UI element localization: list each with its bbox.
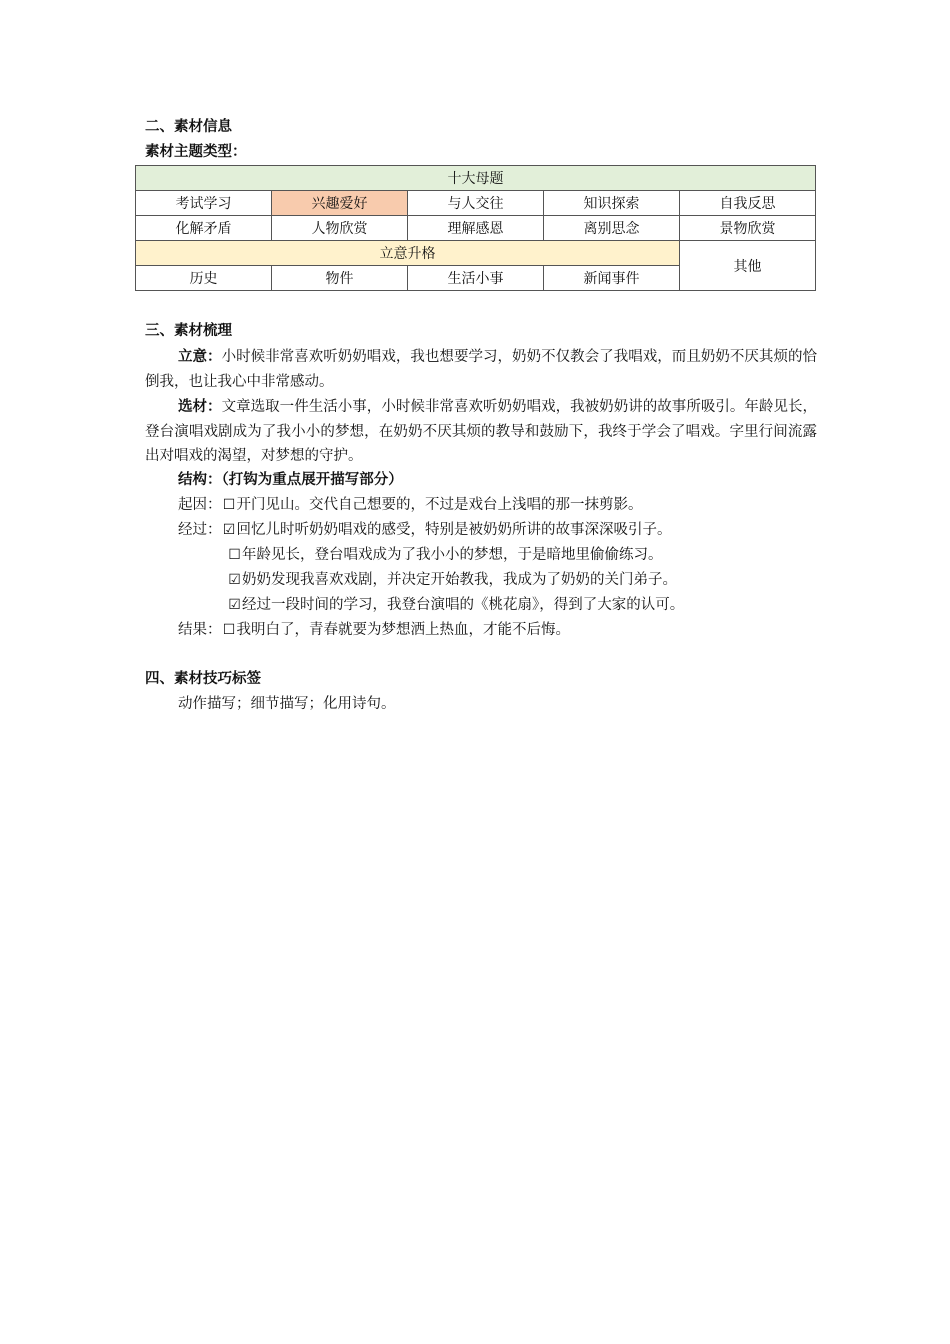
process-text: 经过一段时间的学习，我登台演唱的《桃花扇》，得到了大家的认可。 <box>242 597 685 613</box>
process-text: 回忆儿时听奶奶唱戏的感受，特别是被奶奶所讲的故事深深吸引子。 <box>236 522 672 538</box>
cause-text: 开门见山。交代自己想要的，不过是戏台上浅唱的那一抹剪影。 <box>236 497 643 513</box>
theme-label: 立意： <box>178 349 222 365</box>
process-line <box>227 568 677 593</box>
checked-box-icon: ☑ <box>228 572 241 588</box>
result-line <box>178 618 570 643</box>
topic-type-label: 素材主题类型： <box>145 144 247 160</box>
process-text: 年龄见长，登台唱戏成为了我小小的梦想，于是暗地里偷偷练习。 <box>242 547 663 563</box>
tags-text: 动作描写；细节描写；化用诗句。 <box>178 696 396 712</box>
material-label: 选材： <box>178 399 222 415</box>
table-cell: 人物欣赏 <box>272 216 408 241</box>
result-text: 我明白了，青春就要为梦想洒上热血，才能不后悔。 <box>236 622 570 638</box>
unchecked-box-icon: ☐ <box>222 497 236 513</box>
table-header-ten-topics: 十大母题 <box>136 166 816 191</box>
checked-box-icon: ☑ <box>228 597 241 613</box>
table-header-upgrade: 立意升格 <box>136 241 680 266</box>
topic-table <box>135 165 816 291</box>
table-cell: 生活小事 <box>408 266 544 291</box>
table-cell: 新闻事件 <box>544 266 680 291</box>
table-cell: 历史 <box>136 266 272 291</box>
table-cell-highlighted: 兴趣爱好 <box>272 191 408 216</box>
table-cell: 景物欣赏 <box>680 216 816 241</box>
cause-label: 起因： <box>178 497 222 513</box>
table-cell: 考试学习 <box>136 191 272 216</box>
cause-line <box>178 493 643 518</box>
section-heading-review: 三、素材梳理 <box>145 323 232 339</box>
theme-paragraph <box>145 345 817 394</box>
table-row <box>136 191 816 216</box>
unchecked-box-icon: ☐ <box>222 622 236 638</box>
table-cell: 知识探索 <box>544 191 680 216</box>
process-line <box>227 543 663 568</box>
checked-box-icon: ☑ <box>222 522 236 538</box>
process-line <box>178 518 672 543</box>
result-label: 结果： <box>178 622 222 638</box>
table-cell: 离别思念 <box>544 216 680 241</box>
section-heading-info: 二、素材信息 <box>145 119 232 135</box>
table-cell: 自我反思 <box>680 191 816 216</box>
table-cell: 理解感恩 <box>408 216 544 241</box>
structure-label: 结构：（打钩为重点展开描写部分） <box>178 472 403 488</box>
material-paragraph <box>145 395 817 469</box>
section-heading-tags: 四、素材技巧标签 <box>145 671 261 687</box>
process-label: 经过： <box>178 522 222 538</box>
table-cell: 物件 <box>272 266 408 291</box>
table-row <box>136 216 816 241</box>
table-cell-other: 其他 <box>680 241 816 291</box>
unchecked-box-icon: ☐ <box>228 547 241 563</box>
table-cell: 与人交往 <box>408 191 544 216</box>
process-line <box>227 593 684 618</box>
theme-text: 小时候非常喜欢听奶奶唱戏，我也想要学习，奶奶不仅教会了我唱戏，而且奶奶不厌其烦的恰倒我，也让我心中非常感动。 <box>145 349 818 390</box>
material-text: 文章选取一件生活小事，小时候非常喜欢听奶奶唱戏，我被奶奶讲的故事所吸引。年龄见长，登台演唱戏剧成为了我小小的梦想，在奶奶不厌其烦的教导和鼓励下，我终于学会了唱戏。字里行间流露出对唱戏的渴望，对梦想的守护。 <box>145 399 818 464</box>
table-cell: 化解矛盾 <box>136 216 272 241</box>
process-text: 奶奶发现我喜欢戏剧，并决定开始教我，我成为了奶奶的关门弟子。 <box>242 572 677 588</box>
